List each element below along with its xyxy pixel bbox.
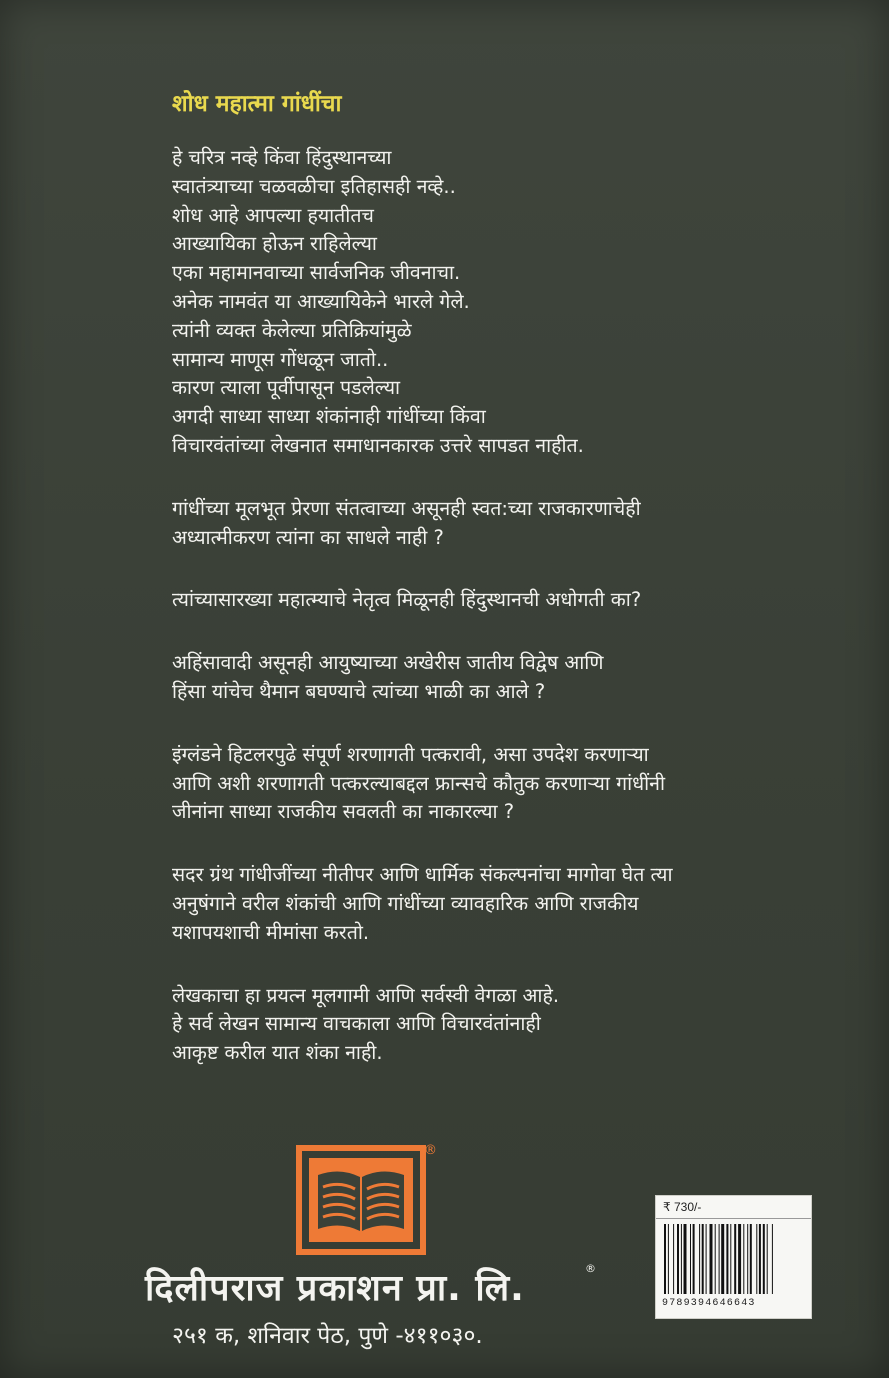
blurb-line: शोध आहे आपल्या हयातीतच (172, 203, 374, 227)
barcode-bar (772, 1224, 773, 1294)
blurb-line: एका महामानवाच्या सार्वजनिक जीवनाचा. (172, 261, 461, 285)
blurb-line: हे चरित्र नव्हे किंवा हिंदुस्थानच्या (172, 146, 392, 169)
blurb-paragraph (172, 586, 832, 615)
barcode-bar (750, 1224, 752, 1294)
blurb-line: अहिंसावादी असूनही आयुष्याच्या अखेरीस जातीय विद्वेष आणि (172, 651, 604, 675)
barcode-bar (759, 1224, 761, 1294)
barcode-bar (747, 1224, 748, 1294)
barcode-bar (668, 1224, 669, 1294)
barcode-bar (673, 1224, 674, 1294)
barcode-bar (726, 1224, 728, 1294)
blurb-line: आख्यायिका होऊन राहिलेल्या (172, 232, 377, 256)
barcode-icon (664, 1224, 803, 1294)
blurb-line: गांधींच्या मूलभूत प्रेरणा संतत्वाच्या असूनही स्वत:च्या राजकारणाचेही (172, 496, 641, 520)
isbn-number: 9789394646643 (662, 1298, 756, 1309)
barcode-bar (730, 1224, 731, 1294)
barcode-bar (702, 1224, 704, 1294)
blurb-line: त्यांनी व्यक्त केलेल्या प्रतिक्रियांमुळे (172, 318, 412, 342)
barcode-bar (681, 1224, 682, 1294)
barcode-bar (710, 1224, 713, 1294)
barcode-bar (763, 1224, 765, 1294)
registered-mark-logo: ® (424, 1143, 437, 1158)
blurb-line: यशापयशाची मीमांसा करतो. (172, 920, 370, 944)
blurb-line: हिंसा यांचेच थैमान बघण्याचे त्यांच्या भाळी का आले ? (172, 679, 546, 703)
blurb-line: आकृष्ट करील यात शंका नाही. (172, 1041, 383, 1065)
blurb-line: अध्यात्मीकरण त्यांना का साधले नाही ? (172, 525, 444, 549)
blurb-line: लेखकाचा हा प्रयत्न मूलगामी आणि सर्वस्वी वेगळा आहे. (172, 983, 560, 1007)
blurb-line: सामान्य माणूस गोंधळून जातो.. (172, 347, 389, 371)
blurb-paragraph (172, 982, 832, 1068)
barcode-bar (693, 1224, 695, 1294)
blurb-line: आणि अशी शरणागती पत्करल्याबद्दल फ्रान्सचे कौतुक करणाऱ्या गांधींनी (172, 771, 666, 795)
price-label: ₹ 730/- (663, 1200, 702, 1214)
publisher-address: २५१ क, शनिवार पेठ, पुणे -४११०३०. (172, 1323, 483, 1349)
blurb-line: स्वातंत्र्याच्या चळवळीचा इतिहासही नव्हे.. (172, 174, 456, 198)
registered-mark-name: ® (585, 1262, 596, 1275)
blurb-line: कारण त्याला पूर्वीपासून पडलेल्या (172, 376, 401, 400)
barcode-label (655, 1195, 812, 1319)
barcode-bar (677, 1224, 679, 1294)
barcode-bar (690, 1224, 691, 1294)
blurb (172, 144, 832, 1102)
barcode-bar (743, 1224, 744, 1294)
publisher-name: दिलीपराज प्रकाशन प्रा. लि. (145, 1268, 525, 1309)
barcode-bar (734, 1224, 736, 1294)
barcode-bar (719, 1224, 720, 1294)
blurb-paragraph (172, 144, 832, 461)
blurb-line: त्यांच्यासारख्या महात्म्याचे नेतृत्व मिळूनही हिंदुस्थानची अधोगती का? (172, 588, 642, 612)
barcode-bar (715, 1224, 716, 1294)
blurb-line: जीनांना साध्या राजकीय सवलती का नाकारल्या ? (172, 800, 515, 824)
blurb-paragraph (172, 861, 832, 947)
blurb-line: इंग्लंडने हिटलरपुढे संपूर्ण शरणागती पत्करावी, असा उपदेश करणाऱ्या (172, 742, 649, 766)
price-divider (656, 1218, 811, 1219)
blurb-line: अनेक नामवंत या आख्यायिकेने भारले गेले. (172, 289, 470, 313)
blurb-paragraph (172, 649, 832, 707)
blurb-line: सदर ग्रंथ गांधीजींच्या नीतीपर आणि धार्मिक संकल्पनांचा मागोवा घेत त्या (172, 863, 673, 887)
barcode-bar (664, 1224, 666, 1294)
barcode-bar (756, 1224, 757, 1294)
book-title: शोध महात्मा गांधींचा (172, 91, 342, 117)
barcode-bar (706, 1224, 707, 1294)
blurb-line: विचारवंतांच्या लेखनात समाधानकारक उत्तरे सापडत नाहीत. (172, 433, 584, 457)
blurb-line: अनुषंगाने वरील शंकांची आणि गांधींच्या व्यावहारिक आणि राजकीय (172, 891, 639, 915)
barcode-bar (699, 1224, 700, 1294)
barcode-bar (684, 1224, 687, 1294)
barcode-bar (721, 1224, 724, 1294)
open-book-logo-icon (296, 1145, 426, 1255)
blurb-line: अगदी साध्या साध्या शंकांनाही गांधींच्या किंवा (172, 405, 486, 429)
blurb-paragraph (172, 495, 832, 553)
barcode-bar (738, 1224, 741, 1294)
barcode-bar (767, 1224, 768, 1294)
blurb-line: हे सर्व लेखन सामान्य वाचकाला आणि विचारवंतांनाही (172, 1012, 541, 1036)
blurb-paragraph (172, 741, 832, 827)
